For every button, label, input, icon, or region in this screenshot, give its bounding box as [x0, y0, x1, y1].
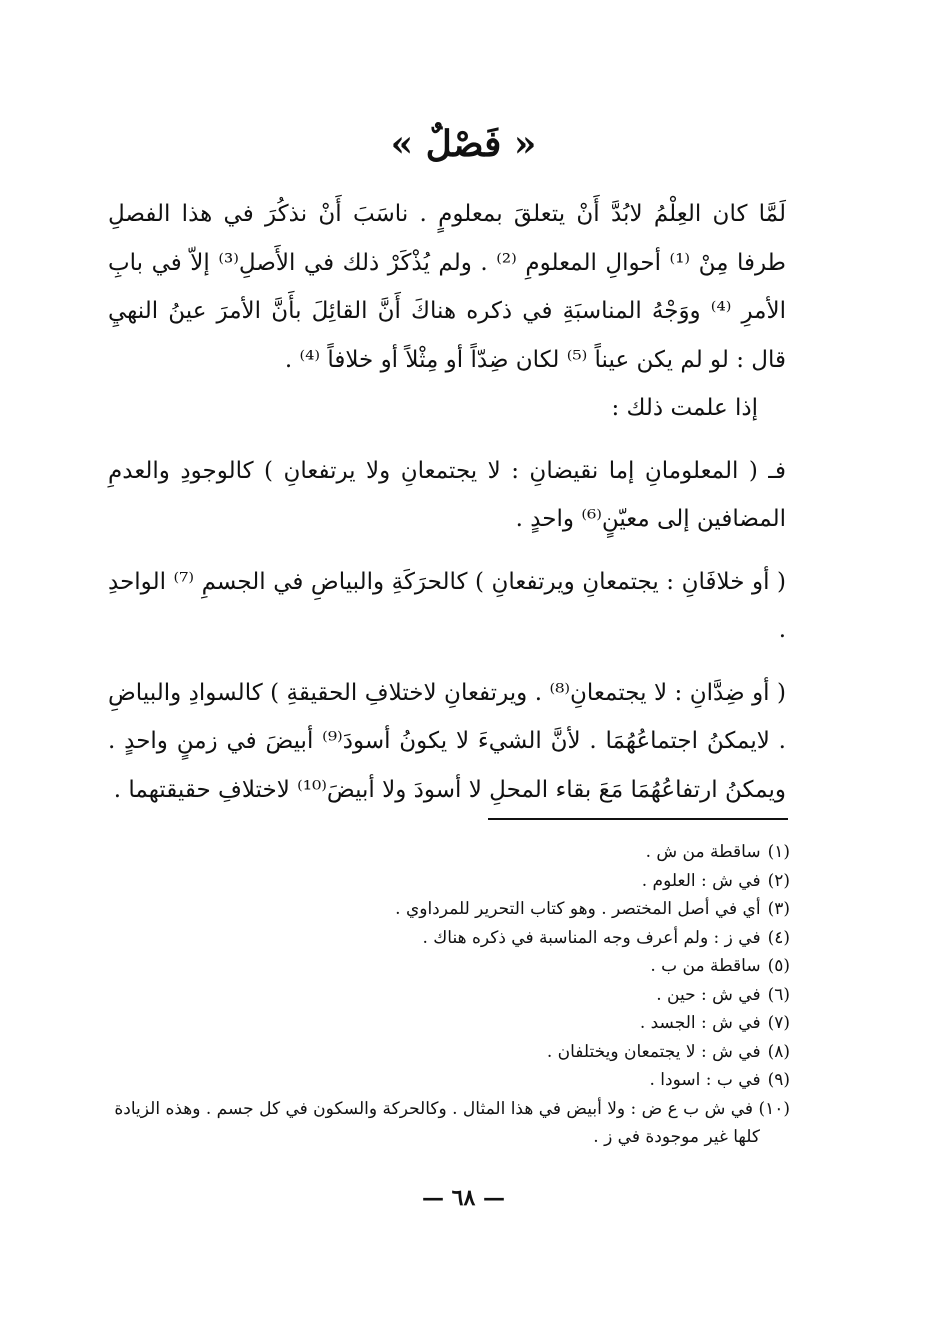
footnote-item [108, 1095, 790, 1152]
footnote-number: (٧) [767, 1013, 790, 1033]
footnote-number: (٨) [767, 1041, 790, 1062]
footnote-text: في ش : حين . [656, 984, 761, 1005]
footnote-text: في ز : ولم أعرف وجه المناسبة في ذكره هناك . [422, 927, 761, 948]
section-title: « فَصْلٌ » [390, 123, 537, 165]
footnote-item [108, 895, 790, 924]
footnotes [108, 838, 790, 1152]
footnote-item [108, 867, 790, 896]
paragraph-differents: ( أو خلافَانِ : يجتمعانِ ويرتفعانِ ) كالحرَكَةِ والبياضِ في الجسمِ ⁽⁷⁾ الواحدِ . [108, 568, 786, 643]
footnote-text-continued: كلها غير موجودة في ز . [593, 1127, 760, 1147]
footnote-item [108, 952, 790, 981]
footnote-text: في ش : الجسد . [639, 1013, 761, 1033]
footnote-number: (٤) [767, 927, 790, 948]
paragraph-contraries: ( أو ضِدَّانِ : لا يجتمعانِ⁽⁸⁾ . ويرتفعانِ لاختلافِ الحقيقةِ ) كالسوادِ والبياضِ . لايمكنُ اجتماعُهُمَا . لأنَّ الشيءَ لا يكونُ أسودَ⁽⁹⁾ أبيضَ في زمنٍ واحدٍ . ويمكنُ ارتفاعُهُمَا مَعَ بقاء المحلِ لا أسودَ ولا أبيضَ⁽¹⁰⁾ لاختلافِ حقيقتهما . [108, 679, 786, 803]
footnote-item [108, 838, 790, 867]
main-text [108, 190, 786, 814]
footnote-divider [488, 818, 788, 820]
footnote-text: في ب : اسودا . [649, 1070, 761, 1090]
footnote-text: في ش : لا يجتمعان ويختلفان . [546, 1041, 761, 1062]
footnote-item [108, 924, 790, 953]
paragraph-contradictories: فـ ( المعلومانِ إما نقيضانِ : لا يجتمعانِ ولا يرتفعانِ ) كالوجودِ والعدمِ المضافين إلى معيّنٍ⁽⁶⁾ واحدٍ . [108, 457, 786, 532]
footnote-item [108, 1038, 790, 1067]
footnote-item [108, 981, 790, 1010]
footnote-number: (١) [767, 842, 790, 862]
footnote-number: (٦) [767, 984, 790, 1005]
footnote-text: ساقطة من ب . [650, 956, 761, 976]
footnote-number: (٩) [767, 1070, 790, 1090]
footnote-text: ساقطة من ش . [645, 842, 761, 862]
paragraph-transition: إذا علمت ذلك : [611, 395, 758, 421]
page-number: — ٦٨ — [422, 1185, 505, 1211]
footnote-number: (٥) [767, 956, 790, 976]
footnote-number: (٣) [767, 899, 790, 919]
paragraph-intro: لَمَّا كان العِلْمُ لابُدَّ أَنْ يتعلقَ بمعلومٍ . ناسَبَ أَنْ نذكُرَ في هذا الفصلِ طرفا مِنْ ⁽¹⁾ أحوالِ المعلومِ ⁽²⁾ . ولم يُذْكَرْ ذلك في الأَصلِ⁽³⁾ إلاّ في بابِ الأمرِ ⁽⁴⁾ ووَجْهُ المناسبَةِ في ذكره هناكَ أَنَّ القائِلَ بأَنَّ الأمرَ عينُ النهيِ قال : لو لم يكن عيناً ⁽⁵⁾ لكان ضِدّاً أو مِثْلاً أو خلافاً ⁽⁴⁾ . [108, 201, 786, 373]
footnote-number: (١٠) [758, 1098, 790, 1119]
footnote-number: (٢) [767, 870, 790, 891]
footnote-item [108, 1009, 790, 1038]
footnote-text: أي في أصل المختصر . وهو كتاب التحرير للمرداوي . [395, 899, 761, 919]
footnote-item [108, 1066, 790, 1095]
footnote-text: في ش : العلوم . [641, 870, 761, 891]
footnote-text: في ش ب ع ض : ولا أبيض في هذا المثال . وكالحركة والسكون في كل جسم . وهذه الزيادة [114, 1098, 754, 1119]
